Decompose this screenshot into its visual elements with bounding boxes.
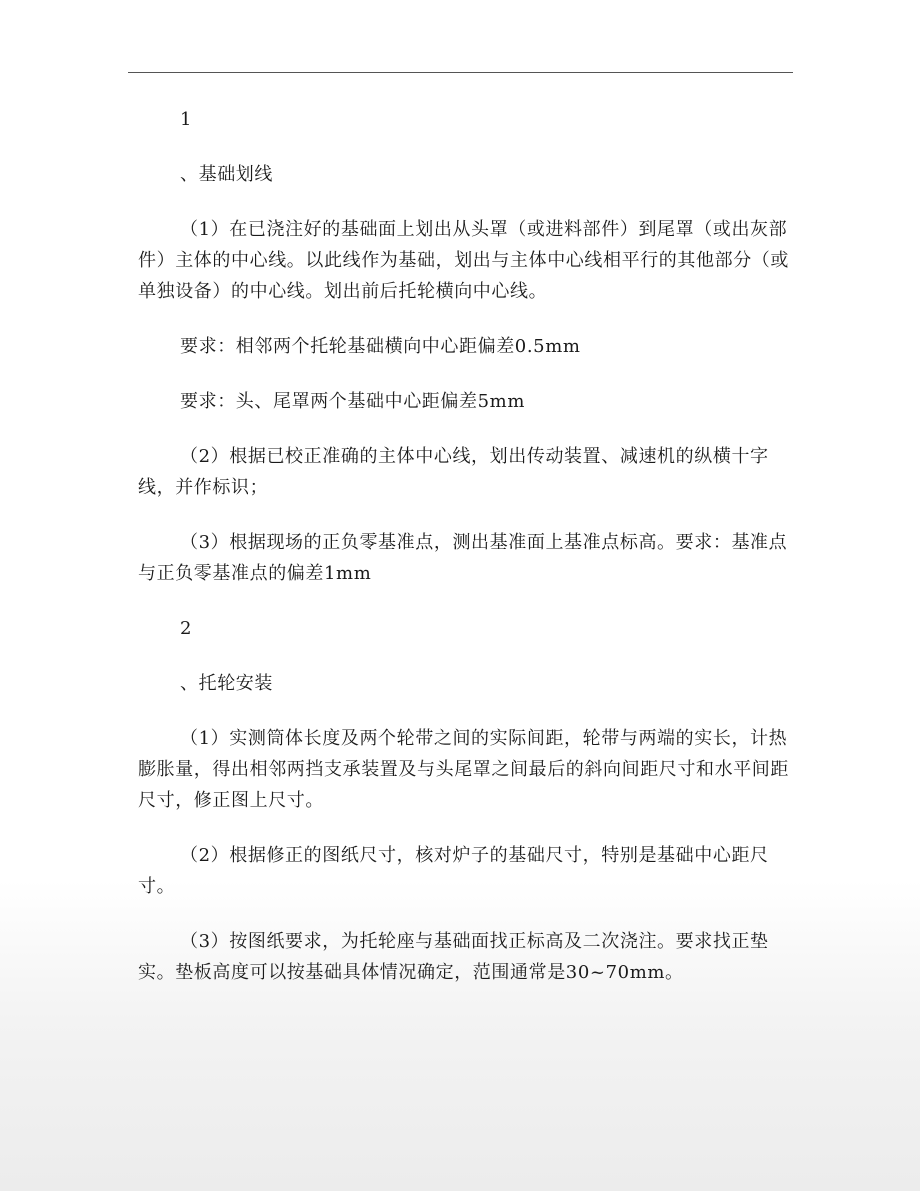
section-heading-roller-installation: 、托轮安装 [180,673,273,694]
section-number-2: 2 [180,618,193,639]
paragraph-installation-step-1: （1）实测筒体长度及两个轮带之间的实际间距，轮带与两端的实长，计热膨胀量，得出相邻两挡支承装置及与头尾罩之间最后的斜向间距尺寸和水平间距尺寸，修正图上尺寸。 [138,728,789,811]
header-rule [128,72,793,73]
paragraph-installation-step-2: （2）根据修正的图纸尺寸，核对炉子的基础尺寸，特别是基础中心距尺寸。 [138,845,769,897]
paragraph-requirement-roller-spacing: 要求：相邻两个托轮基础横向中心距偏差0.5mm [180,336,581,357]
paragraph-marking-step-1: （1）在已浇注好的基础面上划出从头罩（或进料部件）到尾罩（或出灰部件）主体的中心线。以此线作为基础，划出与主体中心线相平行的其他部分（或单独设备）的中心线。划出前后托轮横向中心线。 [138,219,789,302]
document-body [138,104,798,1012]
paragraph-requirement-hood-spacing: 要求：头、尾罩两个基础中心距偏差5mm [180,391,525,412]
section-number-1: 1 [180,109,193,130]
paragraph-marking-step-3: （3）根据现场的正负零基准点，测出基准面上基准点标高。要求：基准点与正负零基准点的偏差1mm [138,532,788,584]
section-heading-foundation-marking: 、基础划线 [180,164,273,185]
paragraph-marking-step-2: （2）根据已校正准确的主体中心线，划出传动装置、减速机的纵横十字线，并作标识； [138,446,769,498]
paragraph-installation-step-3: （3）按图纸要求，为托轮座与基础面找正标高及二次浇注。要求找正垫实。垫板高度可以按基础具体情况确定，范围通常是30~70mm。 [138,931,769,983]
